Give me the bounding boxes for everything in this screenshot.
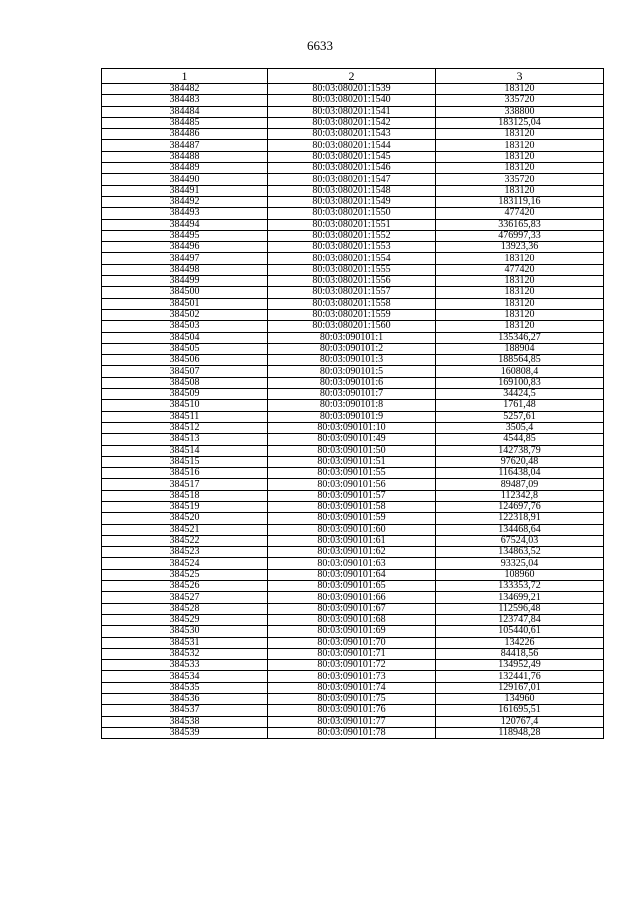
table-row xyxy=(102,151,604,162)
cell-cadastral-number: 80:03:080201:1543 xyxy=(268,129,436,140)
cell-cadastral-number: 80:03:090101:59 xyxy=(268,513,436,524)
cell-value: 183120 xyxy=(436,185,604,196)
cell-value: 335720 xyxy=(436,95,604,106)
table-row xyxy=(102,626,604,637)
table-row xyxy=(102,140,604,151)
cell-value: 132441,76 xyxy=(436,671,604,682)
cell-value: 338800 xyxy=(436,106,604,117)
cell-value: 93325,04 xyxy=(436,558,604,569)
cell-cadastral-number: 80:03:080201:1541 xyxy=(268,106,436,117)
cell-record-number: 384491 xyxy=(102,185,268,196)
cell-value: 142738,79 xyxy=(436,445,604,456)
cell-record-number: 384531 xyxy=(102,637,268,648)
table-row xyxy=(102,185,604,196)
table-row xyxy=(102,581,604,592)
cell-record-number: 384504 xyxy=(102,332,268,343)
cell-value: 3505,4 xyxy=(436,422,604,433)
table-row xyxy=(102,106,604,117)
cell-cadastral-number: 80:03:080201:1551 xyxy=(268,219,436,230)
table-row xyxy=(102,253,604,264)
cell-value: 108960 xyxy=(436,569,604,580)
cell-cadastral-number: 80:03:090101:64 xyxy=(268,569,436,580)
cell-cadastral-number: 80:03:080201:1545 xyxy=(268,151,436,162)
table-body xyxy=(102,84,604,739)
cell-cadastral-number: 80:03:090101:69 xyxy=(268,626,436,637)
table-row xyxy=(102,219,604,230)
table-row xyxy=(102,366,604,377)
cell-cadastral-number: 80:03:090101:58 xyxy=(268,501,436,512)
table-row xyxy=(102,242,604,253)
cell-cadastral-number: 80:03:090101:62 xyxy=(268,547,436,558)
cell-value: 183119,16 xyxy=(436,196,604,207)
cell-record-number: 384522 xyxy=(102,535,268,546)
table-row xyxy=(102,547,604,558)
cell-cadastral-number: 80:03:080201:1548 xyxy=(268,185,436,196)
cell-value: 134468,64 xyxy=(436,524,604,535)
cell-cadastral-number: 80:03:090101:66 xyxy=(268,592,436,603)
header-row xyxy=(102,69,604,84)
cell-cadastral-number: 80:03:080201:1540 xyxy=(268,95,436,106)
cell-value: 5257,61 xyxy=(436,411,604,422)
cell-value: 169100,83 xyxy=(436,377,604,388)
cell-record-number: 384482 xyxy=(102,84,268,95)
cell-value: 105440,61 xyxy=(436,626,604,637)
cell-cadastral-number: 80:03:090101:60 xyxy=(268,524,436,535)
column-header-2: 2 xyxy=(268,69,436,84)
cell-record-number: 384498 xyxy=(102,264,268,275)
cell-cadastral-number: 80:03:090101:49 xyxy=(268,434,436,445)
cell-cadastral-number: 80:03:090101:78 xyxy=(268,727,436,738)
cell-record-number: 384509 xyxy=(102,389,268,400)
cell-value: 477420 xyxy=(436,264,604,275)
cell-value: 122318,91 xyxy=(436,513,604,524)
table-row xyxy=(102,309,604,320)
cell-cadastral-number: 80:03:090101:9 xyxy=(268,411,436,422)
cell-cadastral-number: 80:03:090101:1 xyxy=(268,332,436,343)
cell-record-number: 384486 xyxy=(102,129,268,140)
cell-record-number: 384526 xyxy=(102,581,268,592)
cell-record-number: 384494 xyxy=(102,219,268,230)
cell-cadastral-number: 80:03:080201:1552 xyxy=(268,230,436,241)
table-row xyxy=(102,535,604,546)
cell-cadastral-number: 80:03:090101:61 xyxy=(268,535,436,546)
cell-value: 161695,51 xyxy=(436,705,604,716)
data-table xyxy=(101,68,604,739)
cell-record-number: 384534 xyxy=(102,671,268,682)
table-row xyxy=(102,671,604,682)
table-row xyxy=(102,298,604,309)
cell-value: 183120 xyxy=(436,140,604,151)
table-row xyxy=(102,558,604,569)
table-row xyxy=(102,174,604,185)
table-row xyxy=(102,163,604,174)
cell-value: 183120 xyxy=(436,253,604,264)
cell-value: 13923,36 xyxy=(436,242,604,253)
cell-record-number: 384484 xyxy=(102,106,268,117)
cell-cadastral-number: 80:03:090101:70 xyxy=(268,637,436,648)
cell-value: 183125,04 xyxy=(436,117,604,128)
cell-value: 112342,8 xyxy=(436,490,604,501)
cell-record-number: 384492 xyxy=(102,196,268,207)
cell-value: 134960 xyxy=(436,694,604,705)
table-row xyxy=(102,230,604,241)
cell-value: 335720 xyxy=(436,174,604,185)
cell-cadastral-number: 80:03:080201:1554 xyxy=(268,253,436,264)
cell-cadastral-number: 80:03:090101:73 xyxy=(268,671,436,682)
cell-value: 183120 xyxy=(436,151,604,162)
table-row xyxy=(102,513,604,524)
table-row xyxy=(102,264,604,275)
cell-value: 120767,4 xyxy=(436,716,604,727)
cell-cadastral-number: 80:03:090101:74 xyxy=(268,682,436,693)
cell-record-number: 384523 xyxy=(102,547,268,558)
cell-record-number: 384501 xyxy=(102,298,268,309)
cell-record-number: 384488 xyxy=(102,151,268,162)
cell-cadastral-number: 80:03:080201:1544 xyxy=(268,140,436,151)
cell-cadastral-number: 80:03:080201:1556 xyxy=(268,276,436,287)
cell-cadastral-number: 80:03:090101:7 xyxy=(268,389,436,400)
cell-record-number: 384513 xyxy=(102,434,268,445)
cell-record-number: 384495 xyxy=(102,230,268,241)
cell-cadastral-number: 80:03:080201:1560 xyxy=(268,321,436,332)
cell-record-number: 384507 xyxy=(102,366,268,377)
table-row xyxy=(102,716,604,727)
cell-cadastral-number: 80:03:090101:10 xyxy=(268,422,436,433)
cell-record-number: 384500 xyxy=(102,287,268,298)
cell-record-number: 384490 xyxy=(102,174,268,185)
cell-record-number: 384510 xyxy=(102,400,268,411)
cell-cadastral-number: 80:03:080201:1558 xyxy=(268,298,436,309)
cell-value: 183120 xyxy=(436,298,604,309)
table-row xyxy=(102,603,604,614)
cell-cadastral-number: 80:03:090101:50 xyxy=(268,445,436,456)
cell-record-number: 384487 xyxy=(102,140,268,151)
cell-value: 134699,21 xyxy=(436,592,604,603)
cell-cadastral-number: 80:03:090101:75 xyxy=(268,694,436,705)
cell-cadastral-number: 80:03:080201:1559 xyxy=(268,309,436,320)
cell-value: 1761,48 xyxy=(436,400,604,411)
table-header xyxy=(102,69,604,84)
cell-record-number: 384516 xyxy=(102,468,268,479)
cell-value: 124697,76 xyxy=(436,501,604,512)
cell-record-number: 384512 xyxy=(102,422,268,433)
table-row xyxy=(102,355,604,366)
cell-cadastral-number: 80:03:090101:6 xyxy=(268,377,436,388)
table-row xyxy=(102,196,604,207)
cell-cadastral-number: 80:03:090101:65 xyxy=(268,581,436,592)
cell-cadastral-number: 80:03:090101:57 xyxy=(268,490,436,501)
table-row xyxy=(102,400,604,411)
table-row xyxy=(102,84,604,95)
cell-value: 133353,72 xyxy=(436,581,604,592)
cell-record-number: 384517 xyxy=(102,479,268,490)
table-row xyxy=(102,343,604,354)
table-row xyxy=(102,501,604,512)
cell-record-number: 384506 xyxy=(102,355,268,366)
table-row xyxy=(102,445,604,456)
cell-record-number: 384497 xyxy=(102,253,268,264)
cell-cadastral-number: 80:03:080201:1557 xyxy=(268,287,436,298)
cell-value: 67524,03 xyxy=(436,535,604,546)
cell-value: 188904 xyxy=(436,343,604,354)
column-header-3: 3 xyxy=(436,69,604,84)
table-row xyxy=(102,614,604,625)
cell-cadastral-number: 80:03:080201:1555 xyxy=(268,264,436,275)
cell-value: 112596,48 xyxy=(436,603,604,614)
table-row xyxy=(102,117,604,128)
cell-value: 183120 xyxy=(436,129,604,140)
cell-record-number: 384520 xyxy=(102,513,268,524)
cell-value: 183120 xyxy=(436,287,604,298)
cell-cadastral-number: 80:03:090101:63 xyxy=(268,558,436,569)
cell-cadastral-number: 80:03:090101:8 xyxy=(268,400,436,411)
cell-value: 97620,48 xyxy=(436,456,604,467)
cell-record-number: 384503 xyxy=(102,321,268,332)
cell-value: 84418,56 xyxy=(436,648,604,659)
table-row xyxy=(102,569,604,580)
cell-record-number: 384499 xyxy=(102,276,268,287)
cell-record-number: 384536 xyxy=(102,694,268,705)
table-row xyxy=(102,456,604,467)
table-row xyxy=(102,411,604,422)
cell-cadastral-number: 80:03:080201:1542 xyxy=(268,117,436,128)
cell-cadastral-number: 80:03:090101:72 xyxy=(268,660,436,671)
table-row xyxy=(102,660,604,671)
table-row xyxy=(102,332,604,343)
table-row xyxy=(102,434,604,445)
cell-cadastral-number: 80:03:090101:56 xyxy=(268,479,436,490)
cell-cadastral-number: 80:03:080201:1546 xyxy=(268,163,436,174)
table-row xyxy=(102,321,604,332)
table-row xyxy=(102,637,604,648)
cell-cadastral-number: 80:03:090101:67 xyxy=(268,603,436,614)
cell-record-number: 384535 xyxy=(102,682,268,693)
table-row xyxy=(102,727,604,738)
cell-record-number: 384515 xyxy=(102,456,268,467)
cell-cadastral-number: 80:03:090101:2 xyxy=(268,343,436,354)
cell-record-number: 384525 xyxy=(102,569,268,580)
cell-cadastral-number: 80:03:090101:76 xyxy=(268,705,436,716)
column-header-1: 1 xyxy=(102,69,268,84)
cell-value: 134226 xyxy=(436,637,604,648)
cell-value: 477420 xyxy=(436,208,604,219)
cell-value: 134863,52 xyxy=(436,547,604,558)
cell-cadastral-number: 80:03:090101:55 xyxy=(268,468,436,479)
cell-value: 188564,85 xyxy=(436,355,604,366)
cell-record-number: 384508 xyxy=(102,377,268,388)
cell-value: 183120 xyxy=(436,321,604,332)
cell-value: 183120 xyxy=(436,309,604,320)
cell-value: 183120 xyxy=(436,84,604,95)
cell-record-number: 384483 xyxy=(102,95,268,106)
cell-value: 160808,4 xyxy=(436,366,604,377)
cell-record-number: 384511 xyxy=(102,411,268,422)
cell-cadastral-number: 80:03:090101:68 xyxy=(268,614,436,625)
cell-record-number: 384537 xyxy=(102,705,268,716)
cell-cadastral-number: 80:03:080201:1553 xyxy=(268,242,436,253)
table-row xyxy=(102,694,604,705)
cell-value: 476997,33 xyxy=(436,230,604,241)
cell-value: 89487,09 xyxy=(436,479,604,490)
table-row xyxy=(102,377,604,388)
cell-record-number: 384519 xyxy=(102,501,268,512)
table-row xyxy=(102,468,604,479)
cell-value: 183120 xyxy=(436,276,604,287)
table-row xyxy=(102,389,604,400)
cell-value: 116438,04 xyxy=(436,468,604,479)
cell-record-number: 384524 xyxy=(102,558,268,569)
cell-record-number: 384496 xyxy=(102,242,268,253)
table-row xyxy=(102,95,604,106)
cell-cadastral-number: 80:03:090101:71 xyxy=(268,648,436,659)
cell-value: 129167,01 xyxy=(436,682,604,693)
cell-cadastral-number: 80:03:080201:1547 xyxy=(268,174,436,185)
cell-record-number: 384493 xyxy=(102,208,268,219)
cell-record-number: 384529 xyxy=(102,614,268,625)
cell-record-number: 384530 xyxy=(102,626,268,637)
cell-record-number: 384502 xyxy=(102,309,268,320)
cell-record-number: 384528 xyxy=(102,603,268,614)
table-row xyxy=(102,592,604,603)
table-row xyxy=(102,682,604,693)
cell-record-number: 384505 xyxy=(102,343,268,354)
cell-value: 123747,84 xyxy=(436,614,604,625)
table-row xyxy=(102,479,604,490)
cell-cadastral-number: 80:03:080201:1539 xyxy=(268,84,436,95)
cell-record-number: 384514 xyxy=(102,445,268,456)
cell-value: 34424,5 xyxy=(436,389,604,400)
table-row xyxy=(102,287,604,298)
cell-record-number: 384527 xyxy=(102,592,268,603)
cell-record-number: 384518 xyxy=(102,490,268,501)
cell-record-number: 384538 xyxy=(102,716,268,727)
cell-record-number: 384533 xyxy=(102,660,268,671)
cell-cadastral-number: 80:03:080201:1549 xyxy=(268,196,436,207)
cell-cadastral-number: 80:03:090101:5 xyxy=(268,366,436,377)
cell-record-number: 384521 xyxy=(102,524,268,535)
table-row xyxy=(102,422,604,433)
page-number: 6633 xyxy=(307,38,333,53)
table-row xyxy=(102,129,604,140)
table-row xyxy=(102,648,604,659)
cell-value: 134952,49 xyxy=(436,660,604,671)
cell-value: 4544,85 xyxy=(436,434,604,445)
cell-value: 118948,28 xyxy=(436,727,604,738)
table-row xyxy=(102,208,604,219)
table-row xyxy=(102,490,604,501)
cell-record-number: 384539 xyxy=(102,727,268,738)
cell-record-number: 384532 xyxy=(102,648,268,659)
cell-cadastral-number: 80:03:090101:77 xyxy=(268,716,436,727)
cell-cadastral-number: 80:03:080201:1550 xyxy=(268,208,436,219)
cell-record-number: 384485 xyxy=(102,117,268,128)
cell-record-number: 384489 xyxy=(102,163,268,174)
cell-value: 336165,83 xyxy=(436,219,604,230)
cell-value: 135346,27 xyxy=(436,332,604,343)
cell-cadastral-number: 80:03:090101:51 xyxy=(268,456,436,467)
cell-value: 183120 xyxy=(436,163,604,174)
table-row xyxy=(102,524,604,535)
table-row xyxy=(102,705,604,716)
cell-cadastral-number: 80:03:090101:3 xyxy=(268,355,436,366)
table-row xyxy=(102,276,604,287)
